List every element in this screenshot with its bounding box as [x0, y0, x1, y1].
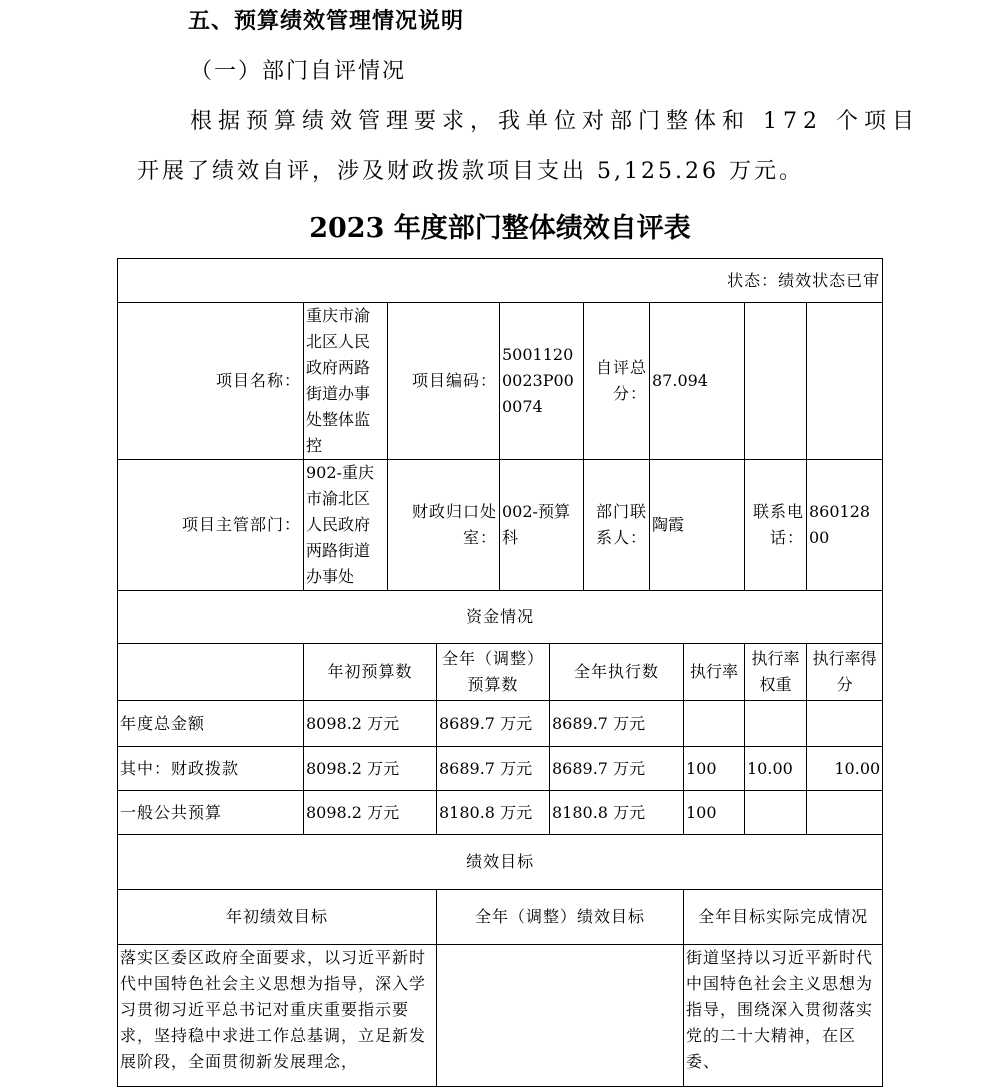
perf-col-actual: 全年目标实际完成情况: [684, 890, 883, 945]
section-heading: 五、预算绩效管理情况说明: [188, 8, 465, 34]
performance-header: 绩效目标: [118, 835, 883, 890]
executed-amount: 8689.7 万元: [550, 701, 684, 747]
funds-header: 资金情况: [118, 591, 883, 644]
row-label: 年度总金额: [118, 701, 304, 747]
contact-value: 陶霞: [650, 460, 745, 591]
paragraph-line-2: 开展了绩效自评，涉及财政拨款项目支出 5,125.26 万元。: [137, 159, 804, 184]
finance-office-value: 002-预算科: [500, 460, 584, 591]
funds-col-score: 执行率得分: [807, 644, 883, 701]
table-row: [118, 701, 883, 747]
executed-amount: 8689.7 万元: [550, 747, 684, 791]
table-row: [118, 791, 883, 835]
self-score-value: 87.094: [650, 303, 745, 460]
funds-col-initial: 年初预算数: [304, 644, 437, 701]
table-title: 2023 年度部门整体绩效自评表: [309, 213, 691, 244]
funds-col-empty: [118, 644, 304, 701]
rate-weight: [745, 701, 807, 747]
empty-cell: [745, 303, 807, 460]
rate-weight: 10.00: [745, 747, 807, 791]
dept-value: 902-重庆市渝北区人民政府两路街道办事处: [304, 460, 388, 591]
execution-rate: 100: [684, 791, 745, 835]
funds-col-rate: 执行率: [684, 644, 745, 701]
table-row: [118, 747, 883, 791]
dept-label: 项目主管部门：: [118, 460, 304, 591]
initial-budget: 8098.2 万元: [304, 701, 437, 747]
adjusted-budget: 8689.7 万元: [437, 701, 550, 747]
adjusted-budget: 8689.7 万元: [437, 747, 550, 791]
performance-self-evaluation-table: [117, 258, 883, 1087]
row-label: 其中：财政拨款: [118, 747, 304, 791]
contact-label: 部门联系人：: [584, 460, 650, 591]
status-cell: 状态：绩效状态已审: [118, 259, 883, 303]
empty-cell: [807, 303, 883, 460]
rate-score: [807, 701, 883, 747]
perf-adjusted-text: [437, 945, 684, 1087]
project-name-label: 项目名称：: [118, 303, 304, 460]
phone-value: 86012800: [807, 460, 883, 591]
funds-col-executed: 全年执行数: [550, 644, 684, 701]
execution-rate: 100: [684, 747, 745, 791]
subsection-heading: （一）部门自评情况: [190, 59, 407, 84]
rate-weight: [745, 791, 807, 835]
execution-rate: [684, 701, 745, 747]
executed-amount: 8180.8 万元: [550, 791, 684, 835]
row-label: 一般公共预算: [118, 791, 304, 835]
project-code-value: 50011200023P000074: [500, 303, 584, 460]
perf-actual-text: 街道坚持以习近平新时代中国特色社会主义思想为指导，围绕深入贯彻落实党的二十大精神，在区委、: [684, 945, 883, 1087]
rate-score: 10.00: [807, 747, 883, 791]
perf-col-initial: 年初绩效目标: [118, 890, 437, 945]
finance-office-label: 财政归口处室：: [388, 460, 500, 591]
funds-col-weight: 执行率权重: [745, 644, 807, 701]
project-name-value: 重庆市渝北区人民政府两路街道办事处整体监控: [304, 303, 388, 460]
initial-budget: 8098.2 万元: [304, 747, 437, 791]
paragraph-line-1: 根据预算绩效管理要求，我单位对部门整体和 172 个项目: [190, 109, 920, 134]
funds-col-adjusted: 全年（调整）预算数: [437, 644, 550, 701]
rate-score: [807, 791, 883, 835]
adjusted-budget: 8180.8 万元: [437, 791, 550, 835]
perf-col-adjusted: 全年（调整）绩效目标: [437, 890, 684, 945]
self-score-label: 自评总分：: [584, 303, 650, 460]
perf-initial-text: 落实区委区政府全面要求，以习近平新时代中国特色社会主义思想为指导，深入学习贯彻习近平总书记对重庆重要指示要求，坚持稳中求进工作总基调，立足新发展阶段，全面贯彻新发展理念，: [118, 945, 437, 1087]
initial-budget: 8098.2 万元: [304, 791, 437, 835]
project-code-label: 项目编码：: [388, 303, 500, 460]
phone-label: 联系电话：: [745, 460, 807, 591]
